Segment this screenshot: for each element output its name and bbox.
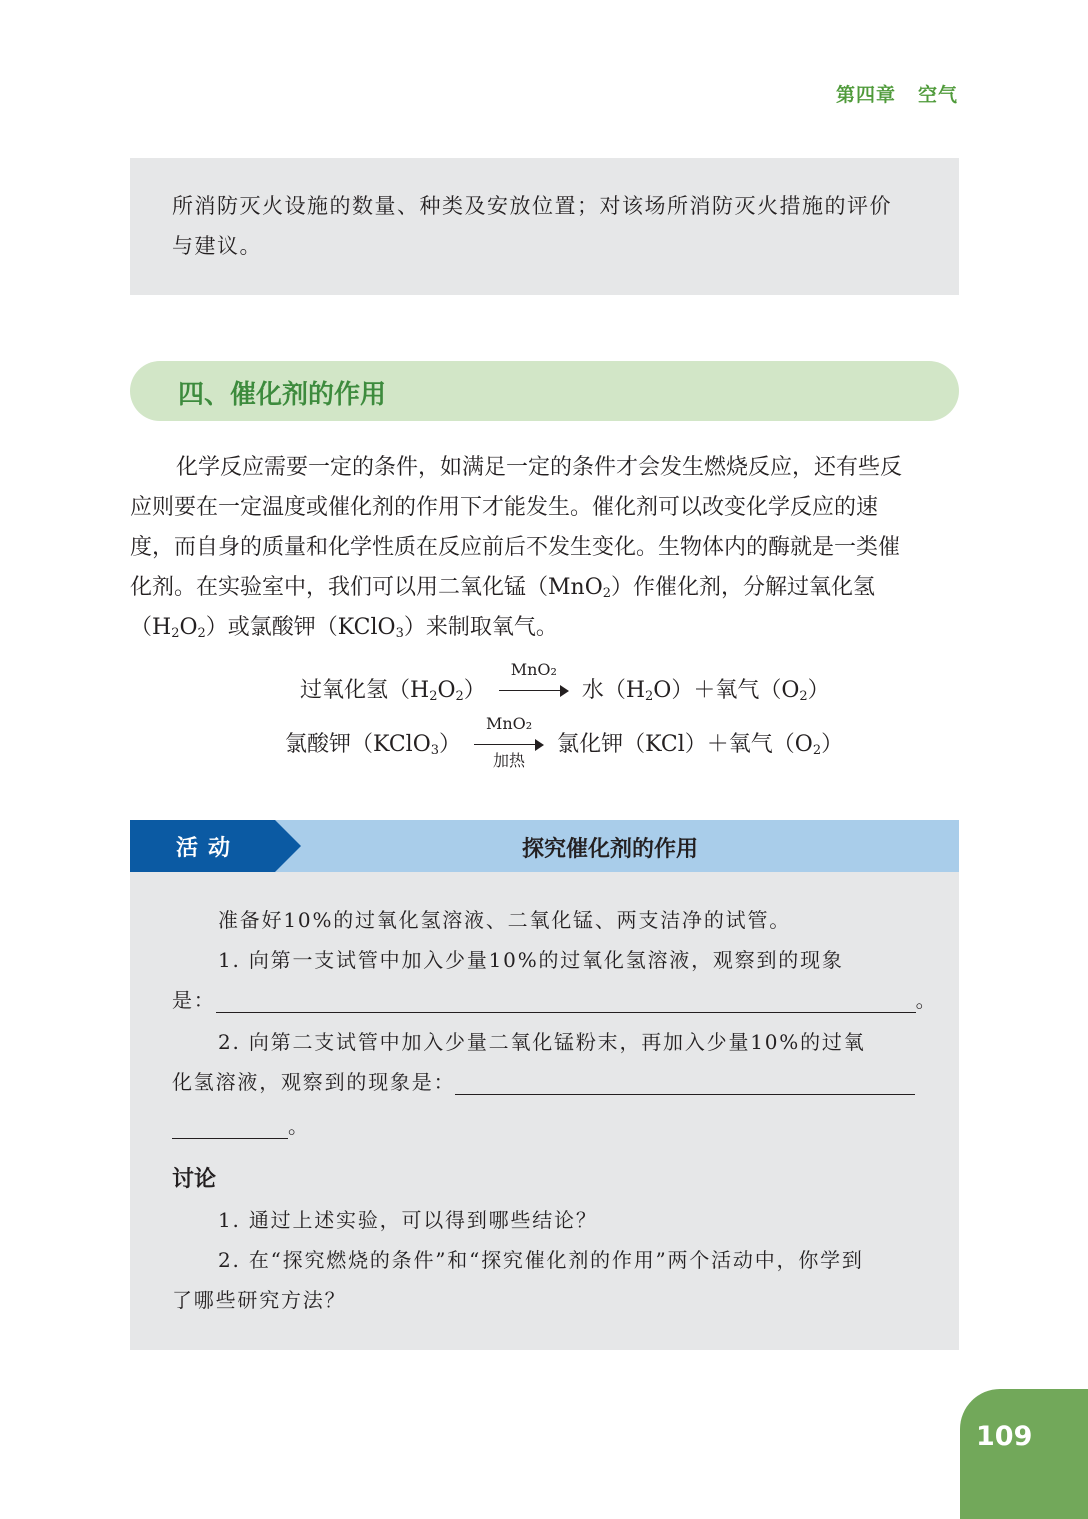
body-line-5-c: ）或氯酸钾（KClO xyxy=(205,615,396,640)
eq1-reactant: 过氧化氢（H xyxy=(300,678,430,703)
subscript: 2 xyxy=(645,689,654,704)
discussion-item-2-line-2: 了哪些研究方法？ xyxy=(172,1288,347,1312)
activity-header xyxy=(130,820,959,872)
catalyst-label: MnO₂ xyxy=(485,714,533,733)
chapter-header xyxy=(836,80,958,107)
question-2-line-2 xyxy=(172,1066,915,1095)
subscript: 2 xyxy=(455,689,464,704)
activity-tag-arrow xyxy=(275,820,301,872)
answer-blank-1[interactable] xyxy=(216,992,916,1013)
subscript: 2 xyxy=(171,626,180,641)
eq1-product-b: O）＋氧气（O xyxy=(653,678,800,703)
subscript: 2 xyxy=(799,689,808,704)
discussion-heading: 讨论 xyxy=(172,1167,217,1192)
answer-blank-2b[interactable] xyxy=(172,1118,288,1139)
section-title: 四、催化剂的作用 xyxy=(178,380,387,410)
catalyst-label: MnO₂ xyxy=(510,660,557,679)
question-1-prompt: 是： xyxy=(172,988,216,1012)
body-line-2: 应则要在一定温度或催化剂的作用下才能发生。催化剂可以改变化学反应的速 xyxy=(130,495,879,520)
eq2-product-a: 氯化钾（KCl）＋氧气（O xyxy=(557,732,813,757)
question-1-end: 。 xyxy=(915,988,938,1012)
section-heading xyxy=(130,361,959,421)
subscript: 3 xyxy=(395,626,404,641)
activity-title: 探究催化剂的作用 xyxy=(522,837,699,862)
page-number-tab xyxy=(960,1389,1088,1519)
eq2-reactant: 氯酸钾（KClO xyxy=(285,732,431,757)
subscript: 2 xyxy=(429,689,438,704)
body-line-4-b: ）作催化剂，分解过氧化氢 xyxy=(611,575,876,600)
body-line-3: 度，而自身的质量和化学性质在反应前后不发生变化。生物体内的酶就是一类催 xyxy=(130,535,901,560)
body-line-4-a: 化剂。在实验室中，我们可以用二氧化锰（MnO xyxy=(130,575,603,600)
eq2-product-b: ） xyxy=(821,732,844,757)
body-line-5-d: ）来制取氧气。 xyxy=(403,615,558,640)
question-2-line-1: 2. 向第二支试管中加入少量二氧化锰粉末，再加入少量10%的过氧 xyxy=(218,1030,866,1054)
body-line-1: 化学反应需要一定的条件，如满足一定的条件才会发生燃烧反应，还有些反 xyxy=(176,455,903,480)
equation-hydrogen-peroxide xyxy=(300,660,830,704)
question-1-line-2 xyxy=(172,984,937,1013)
activity-tag-label: 活动 xyxy=(176,836,241,861)
question-2-line-3 xyxy=(172,1110,310,1139)
continued-activity-box xyxy=(130,158,959,295)
answer-blank-2a[interactable] xyxy=(455,1074,915,1095)
body-line-5-b: O xyxy=(179,615,198,640)
subscript: 3 xyxy=(430,743,440,758)
page-number: 109 xyxy=(976,1421,1033,1452)
condition-label: 加热 xyxy=(493,751,526,770)
reaction-arrow xyxy=(474,714,544,770)
body-line-5-a: （H xyxy=(130,615,172,640)
question-2-prompt: 化氢溶液，观察到的现象是： xyxy=(172,1070,456,1094)
equation-potassium-chlorate xyxy=(285,714,844,770)
chapter-number: 第四章 xyxy=(835,84,896,106)
discussion-item-1: 1. 通过上述实验，可以得到哪些结论？ xyxy=(218,1208,598,1232)
question-2-end: 。 xyxy=(288,1114,310,1138)
eq2-reactant-end: ） xyxy=(439,732,462,757)
activity-tag xyxy=(130,820,275,872)
subscript: 2 xyxy=(812,743,822,758)
activity-box xyxy=(130,872,959,1350)
body-line-5 xyxy=(130,608,959,648)
continued-text xyxy=(172,186,919,266)
eq1-reactant-end: ） xyxy=(463,678,486,703)
eq1-reactant-mid: O xyxy=(437,678,456,703)
body-paragraph xyxy=(130,448,959,648)
continued-line-2: 与建议。 xyxy=(172,234,262,258)
body-line-4 xyxy=(130,568,959,608)
reaction-arrow xyxy=(499,660,569,702)
activity-intro: 准备好10%的过氧化氢溶液、二氧化锰、两支洁净的试管。 xyxy=(218,908,792,932)
question-1-line-1: 1. 向第一支试管中加入少量10%的过氧化氢溶液，观察到的现象 xyxy=(218,948,844,972)
eq1-product-c: ） xyxy=(807,678,830,703)
chapter-title: 空气 xyxy=(917,84,958,106)
eq1-product-a: 水（H xyxy=(581,678,645,703)
discussion-item-2-line-1: 2. 在“探究燃烧的条件”和“探究催化剂的作用”两个活动中，你学到 xyxy=(218,1248,864,1272)
subscript: 2 xyxy=(602,586,612,601)
continued-line-1: 所消防灭火设施的数量、种类及安放位置；对该场所消防灭火措施的评价 xyxy=(172,194,892,218)
subscript: 2 xyxy=(197,626,206,641)
